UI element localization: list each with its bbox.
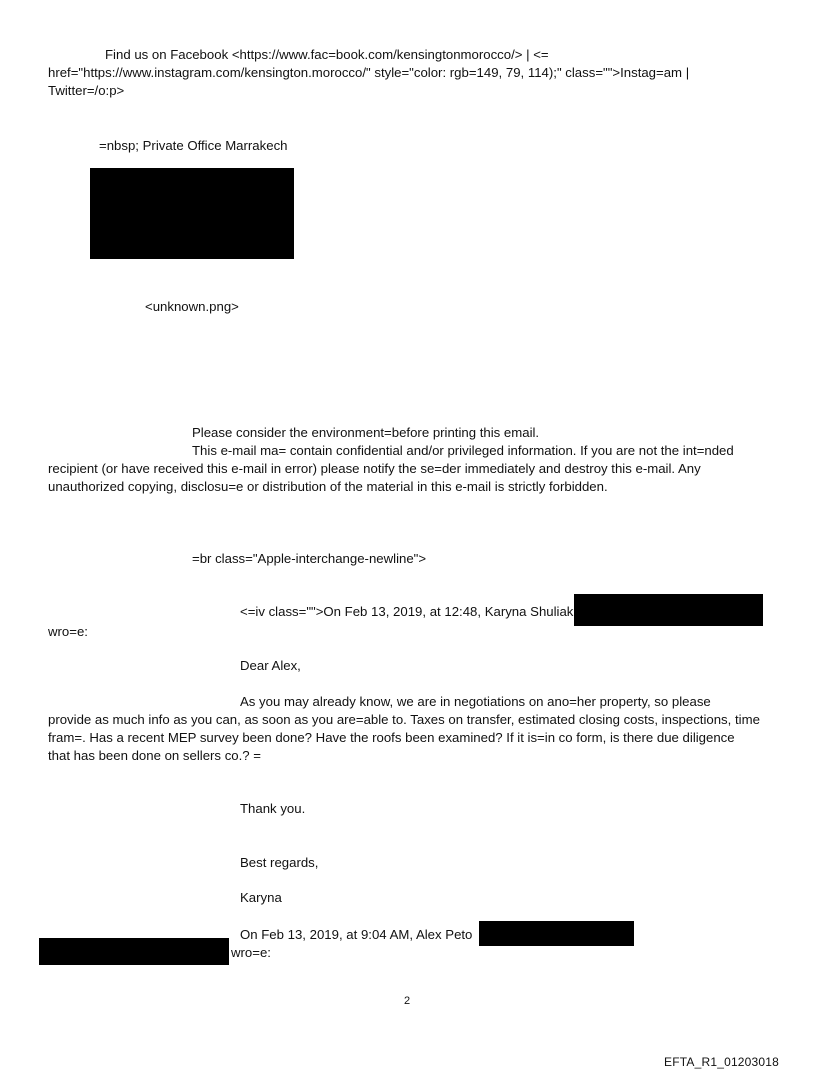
br-markup-line: =br class="Apple-interchange-newline"> xyxy=(192,551,427,566)
twitter-link-line: Twitter=/o:p> xyxy=(48,83,125,98)
quoted-header-line-1: <=iv class="">On Feb 13, 2019, at 12:48, Karyna Shuliak xyxy=(240,604,574,619)
thanks-line: Thank you. xyxy=(240,801,306,816)
redacted-logo-block xyxy=(90,168,294,259)
redacted-sender-email xyxy=(479,921,634,946)
body-line-3: fram=. Has a recent MEP survey been done? Have the roofs been examined? If it is=in co form, is there due diligence xyxy=(48,730,735,745)
signature-line: Karyna xyxy=(240,890,282,905)
body-line-1: As you may already know, we are in negotiations on ano=her property, so please xyxy=(240,694,711,709)
body-line-2: provide as much info as you can, as soon as you are=able to. Taxes on transfer, estimated closing costs, inspections, time xyxy=(48,712,760,727)
document-id: EFTA_R1_01203018 xyxy=(664,1055,780,1069)
body-line-4: that has been done on sellers co.? = xyxy=(48,748,261,763)
office-line: =nbsp; Private Office Marrakech xyxy=(99,138,288,153)
environment-notice: Please consider the environment=before printing this email. xyxy=(192,425,540,440)
disclaimer-line-3: unauthorized copying, disclosu=e or distribution of the material in this e-mail is strictly forbidden. xyxy=(48,479,608,494)
page-number: 2 xyxy=(404,995,411,1007)
reply-header-line-2: wro=e: xyxy=(231,945,271,960)
quoted-header-line-2: wro=e: xyxy=(48,624,88,639)
reply-header-line-1: On Feb 13, 2019, at 9:04 AM, Alex Peto xyxy=(240,927,473,942)
redacted-sender-block xyxy=(39,938,229,965)
disclaimer-line-2: recipient (or have received this e-mail in error) please notify the se=der immediately and destroy this e-mail. Any xyxy=(48,461,701,476)
instagram-link-line: href="https://www.instagram.com/kensington.morocco/" style="color: rgb=149, 79, 114);" class="">Instag=am | xyxy=(48,65,690,80)
disclaimer-line-1: This e-mail ma= contain confidential and/or privileged information. If you are not the int=nded xyxy=(192,443,734,458)
image-placeholder-text: <unknown.png> xyxy=(145,299,239,314)
redacted-email-address xyxy=(574,594,763,626)
regards-line: Best regards, xyxy=(240,855,319,870)
facebook-link-line: Find us on Facebook <https://www.fac=book.com/kensingtonmorocco/> | <= xyxy=(105,47,549,62)
greeting: Dear Alex, xyxy=(240,658,301,673)
